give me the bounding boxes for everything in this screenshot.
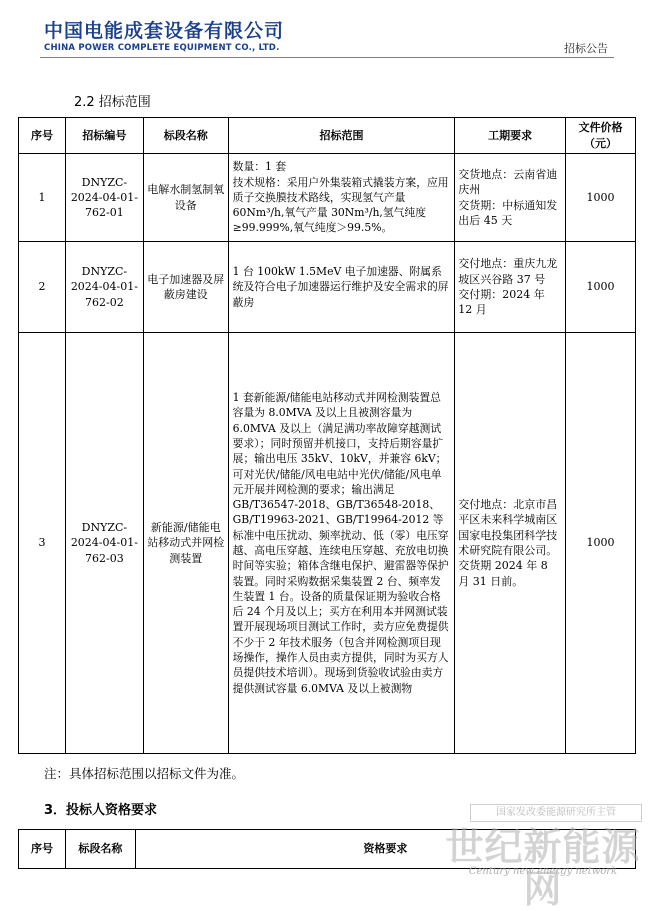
cell-code: DNYZC-2024-04-01-762-02 [65,242,143,333]
cell-no: 3 [19,333,66,754]
table-row [19,242,636,333]
section-heading-2-2: 2.2 招标范围 [74,95,151,110]
table-row [19,333,636,754]
company-name-cn: 中国电能成套设备有限公司 [44,20,285,42]
bid-scope-table [18,117,636,754]
cell-price: 1000 [566,154,636,242]
col-header-name: 标段名称 [143,118,228,154]
section-heading-3: 3．投标人资格要求 [44,803,158,818]
col-header-price: 文件价格（元） [566,118,636,154]
cell-period: 交付地点：北京市昌平区未来科学城南区国家电投集团科学技术研究院有限公司。 交货期 2024 年 8 月 31 日前。 [455,333,566,754]
cell-name: 电子加速器及屏蔽房建设 [143,242,228,333]
cell-scope: 数量：1 套 技术规格：采用户外集装箱式撬装方案，应用质子交换膜技术路线，实现氢气产量 60Nm³/h,氧气产量 30Nm³/h,氢气纯度≥99.999%,氧气纯度＞99.5%。 [228,154,455,242]
cell-period: 交货地点：云南省迪庆州 交货期：中标通知发出后 45 天 [455,154,566,242]
watermark-caption: 国家发改委能源研究所主管 [470,804,642,822]
company-name-en: CHINA POWER COMPLETE EQUIPMENT CO., LTD. [44,43,280,53]
col-header-scope: 招标范围 [228,118,455,154]
cell-name: 新能源/储能电站移动式并网检测装置 [143,333,228,754]
cell-code: DNYZC-2024-04-01-762-03 [65,333,143,754]
col-header-no: 序号 [19,118,66,154]
col-header-name: 标段名称 [65,830,135,869]
cell-no: 2 [19,242,66,333]
col-header-code: 招标编号 [65,118,143,154]
cell-name: 电解水制氢制氧设备 [143,154,228,242]
watermark-logo-text: 世纪新能源网 [445,825,641,911]
col-header-no: 序号 [19,830,66,869]
cell-code: DNYZC-2024-04-01-762-01 [65,154,143,242]
header-divider [40,57,614,58]
table-note: 注：具体招标范围以招标文件为准。 [44,766,245,781]
watermark-english: Century new energy network [468,866,618,877]
cell-scope: 1 套新能源/储能电站移动式并网检测装置总容量为 8.0MVA 及以上且被测容量为 6.0MVA 及以上（满足满功率故障穿越测试要求）；同时预留并机接口，支持后期容量扩展；输出电压 35kV、10kV，并兼容 6kV；可对光伏/储能/风电电站中光伏/储能/风电单元开展并网检测的要求；输出满足 GB/T36547-2018、GB/T36548-2018、GB/T19963-2021、GB/T19964-2012 等标准中电压扰动、频率扰动、低（零）电压穿越、高电压穿越、连续电压穿越、充放电切换时间等实验；箱体含继电保护、避雷器等保护装置。同时采购数据采集装置 2 台、频率发生装置 1 台。设备的质量保证期为验收合格后 24 个月及以上；买方在利用本并网测试装置开展现场项目测试工作时，卖方应免费提供不少于 2 年技术服务（包含并网检测项目现场操作，操作人员由卖方提供，同时为买方人员提供技术培训）。现场到货验收试验由卖方提供测试容量 6.0MVA 及以上被测物 [228,333,455,754]
col-header-period: 工期要求 [455,118,566,154]
cell-price: 1000 [566,333,636,754]
cell-price: 1000 [566,242,636,333]
col-header-requirements: 资格要求 [135,830,635,869]
company-letterhead [44,20,284,53]
cell-period: 交付地点：重庆九龙坡区兴谷路 37 号 交付期：2024 年 12 月 [455,242,566,333]
cell-no: 1 [19,154,66,242]
table-row [19,154,636,242]
table-header-row [19,118,636,154]
cell-scope: 1 台 100kW 1.5MeV 电子加速器、附属系统及符合电子加速器运行维护及安全需求的屏蔽房 [228,242,455,333]
document-type: 招标公告 [564,42,608,55]
